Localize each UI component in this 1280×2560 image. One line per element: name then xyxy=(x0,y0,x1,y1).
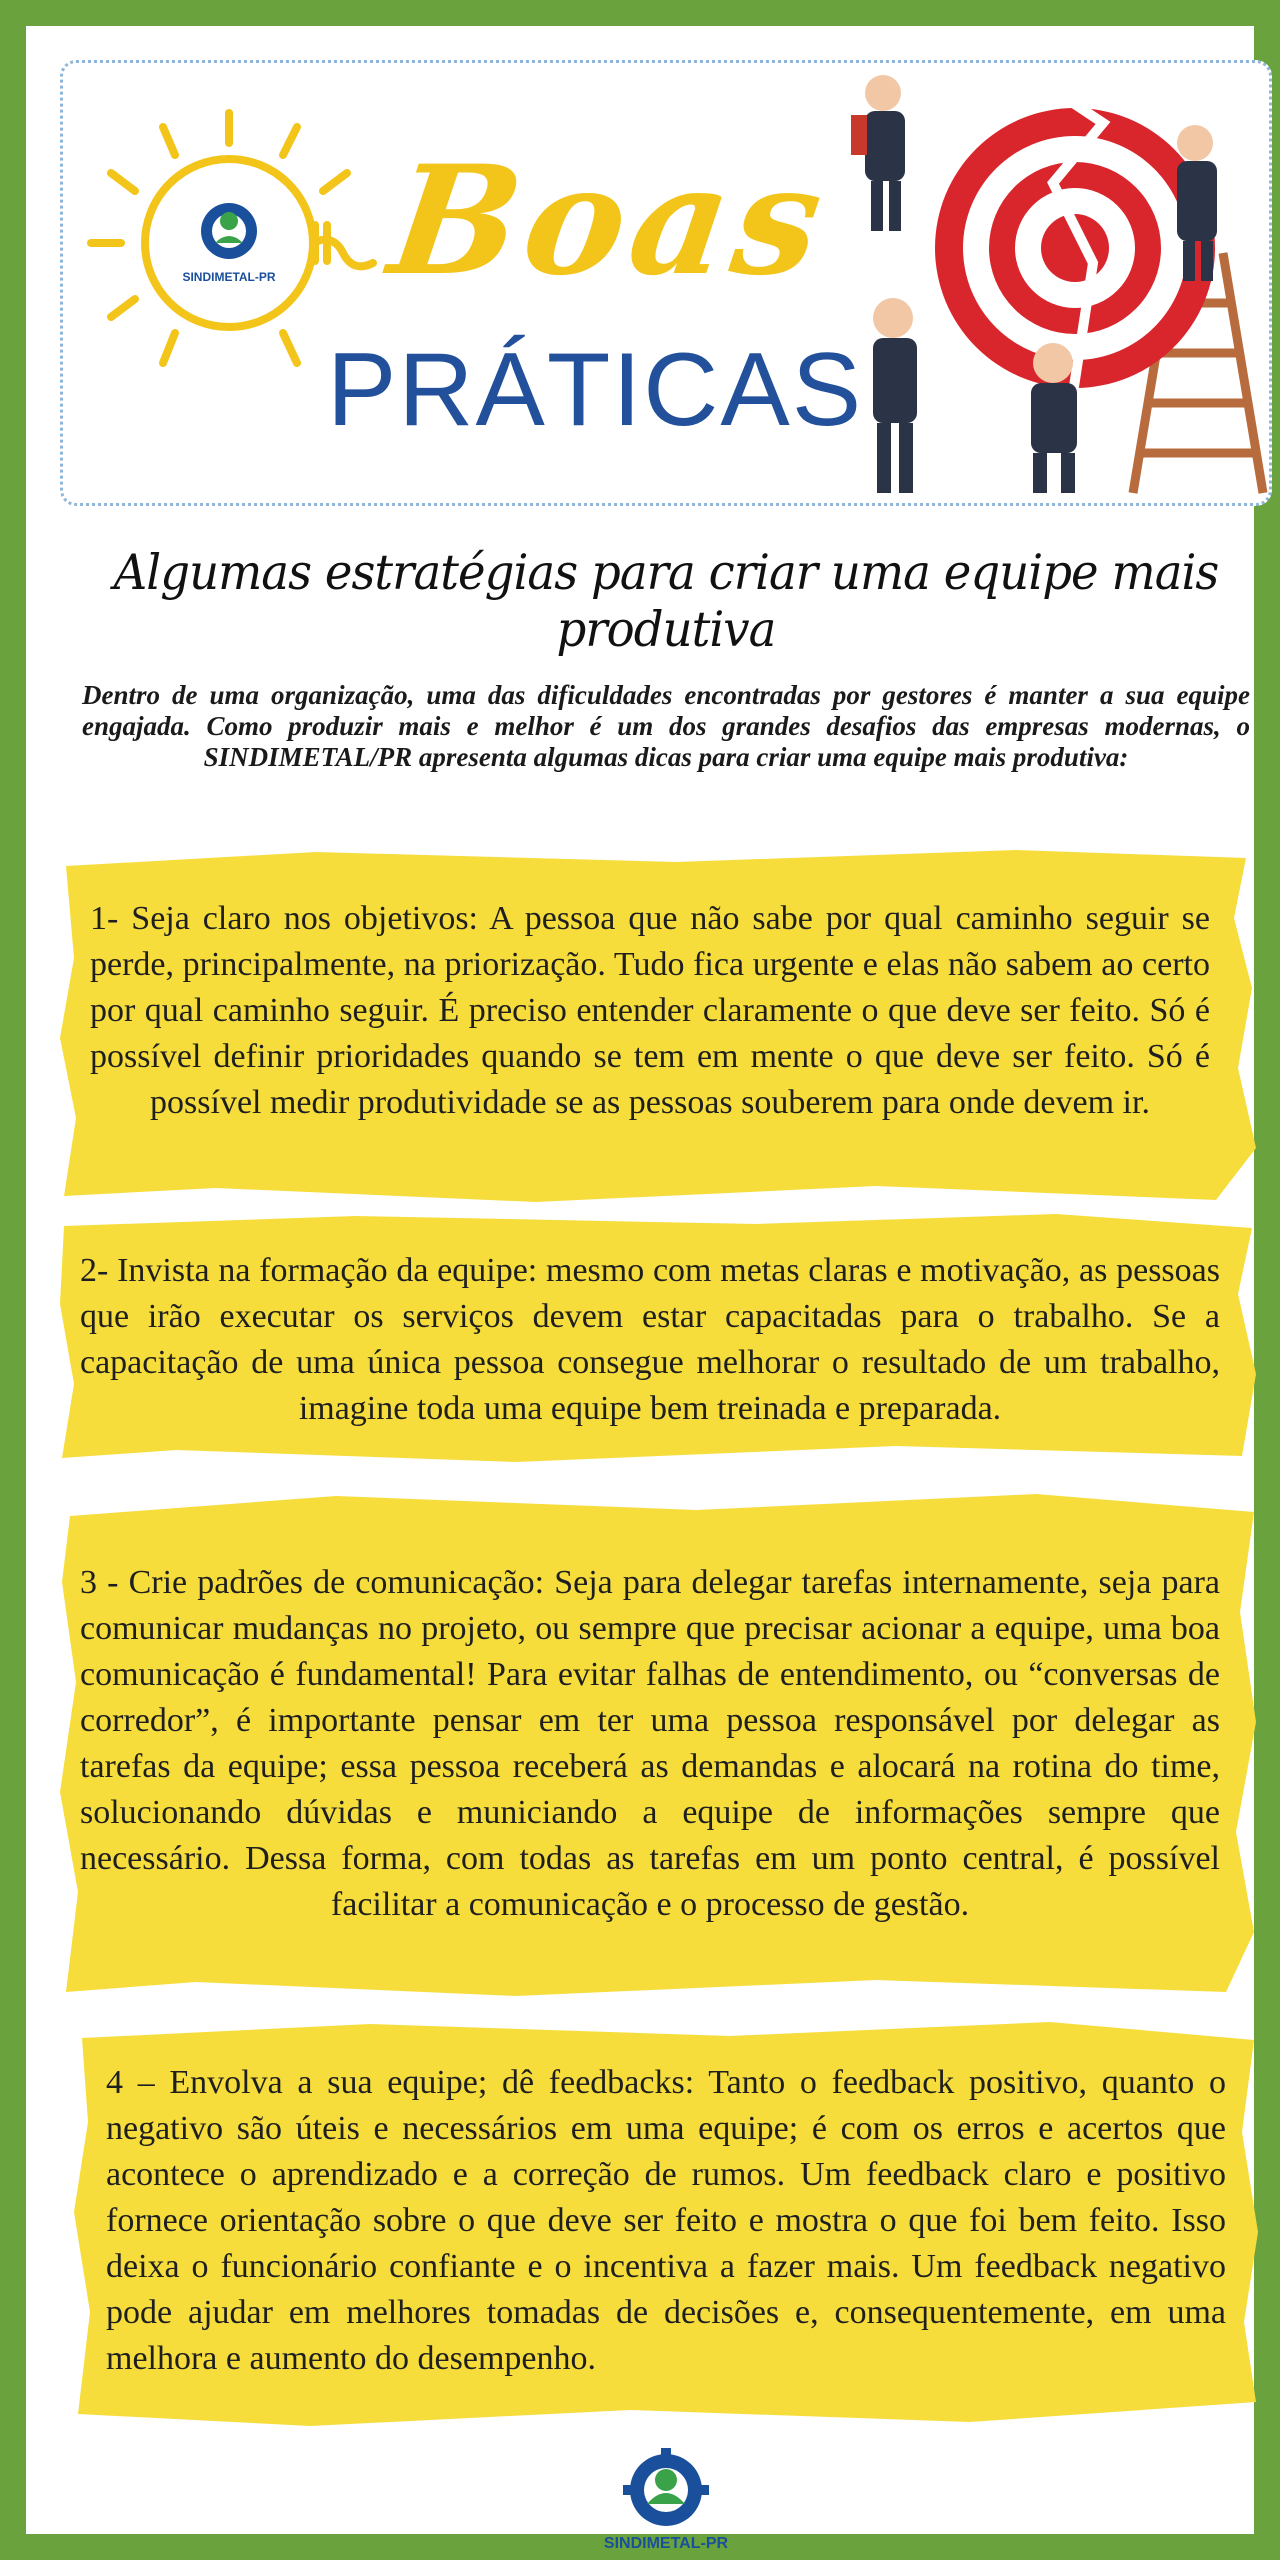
tip-1-text: 1- Seja claro nos objetivos: A pessoa que não sabe por qual caminho seguir se perde, principalmente, na priorização. Tudo fica urgente e elas não sabem ao certo por qual caminho seguir. É preciso entender claramente o que deve ser feito. Só é possível definir prioridades quando se tem em mente o que deve ser feito. Só é possível medir produtividade se as pessoas souberem para onde devem ir. xyxy=(90,900,1210,1121)
header-banner xyxy=(60,60,1272,506)
tip-2-text: 2- Invista na formação da equipe: mesmo com metas claras e motivação, as pessoas que irão executar os serviços devem estar capacitadas para o trabalho. Se a capacitação de uma única pessoa consegue melhorar o resultado de um trabalho, imagine toda uma equipe bem treinada e preparada. xyxy=(80,1252,1220,1427)
page-subtitle: Algumas estratégias para criar uma equipe mais produtiva xyxy=(113,544,1219,658)
svg-text:SINDIMETAL-PR: SINDIMETAL-PR xyxy=(182,270,276,284)
sindimetal-logo xyxy=(182,203,275,284)
title-boas: Boas xyxy=(380,133,838,309)
target-icon xyxy=(935,83,1215,393)
svg-text:SINDIMETAL-PR: SINDIMETAL-PR xyxy=(603,2535,729,2552)
tip-4-text: 4 – Envolva a sua equipe; dê feedbacks: Tanto o feedback positivo, quanto o negativo são úteis e necessários em uma equipe; é com os erros e acertos que acontece o aprendizado e a correção de rumos. Um feedback claro e positivo fornece orientação sobre o que deve ser feito e mostra o que foi bem feito. Isso deixa o funcionário confiante e o incentiva a fazer mais. Um feedback negativo pode ajudar em melhores tomadas de decisões e, consequentemente, em uma melhora e aumento do desempenho. xyxy=(106,2064,1226,2377)
businessman-icon xyxy=(851,75,905,231)
team-target-illustration xyxy=(843,63,1273,503)
businessman-icon xyxy=(873,298,917,493)
intro-paragraph: Dentro de uma organização, uma das dificuldades encontradas por gestores é manter a sua equipe engajada. Como produzir mais e melhor é um dos grandes desafios das empresas modernas, o SINDIMETAL/PR apresenta algumas dicas para criar uma equipe mais produtiva: xyxy=(82,680,1250,772)
tip-3-text: 3 - Crie padrões de comunicação: Seja para delegar tarefas internamente, seja para comunicar mudanças no projeto, ou sempre que precisar acionar a equipe, uma boa comunicação é fundamental! Para evitar falhas de entendimento, ou “conversas de corredor”, é importante pensar em ter uma pessoa responsável por delegar as tarefas da equipe; essa pessoa receberá as demandas e alocará na rotina do time, solucionando dúvidas e municiando a equipe de informações sempre que necessário. Dessa forma, com todas as tarefas em um ponto central, é possível facilitar a comunicação e o processo de gestão. xyxy=(80,1564,1220,1923)
footer-sindimetal-logo xyxy=(581,2446,751,2556)
businessman-icon xyxy=(1031,343,1077,493)
title-praticas: PRÁTICAS xyxy=(327,332,864,448)
